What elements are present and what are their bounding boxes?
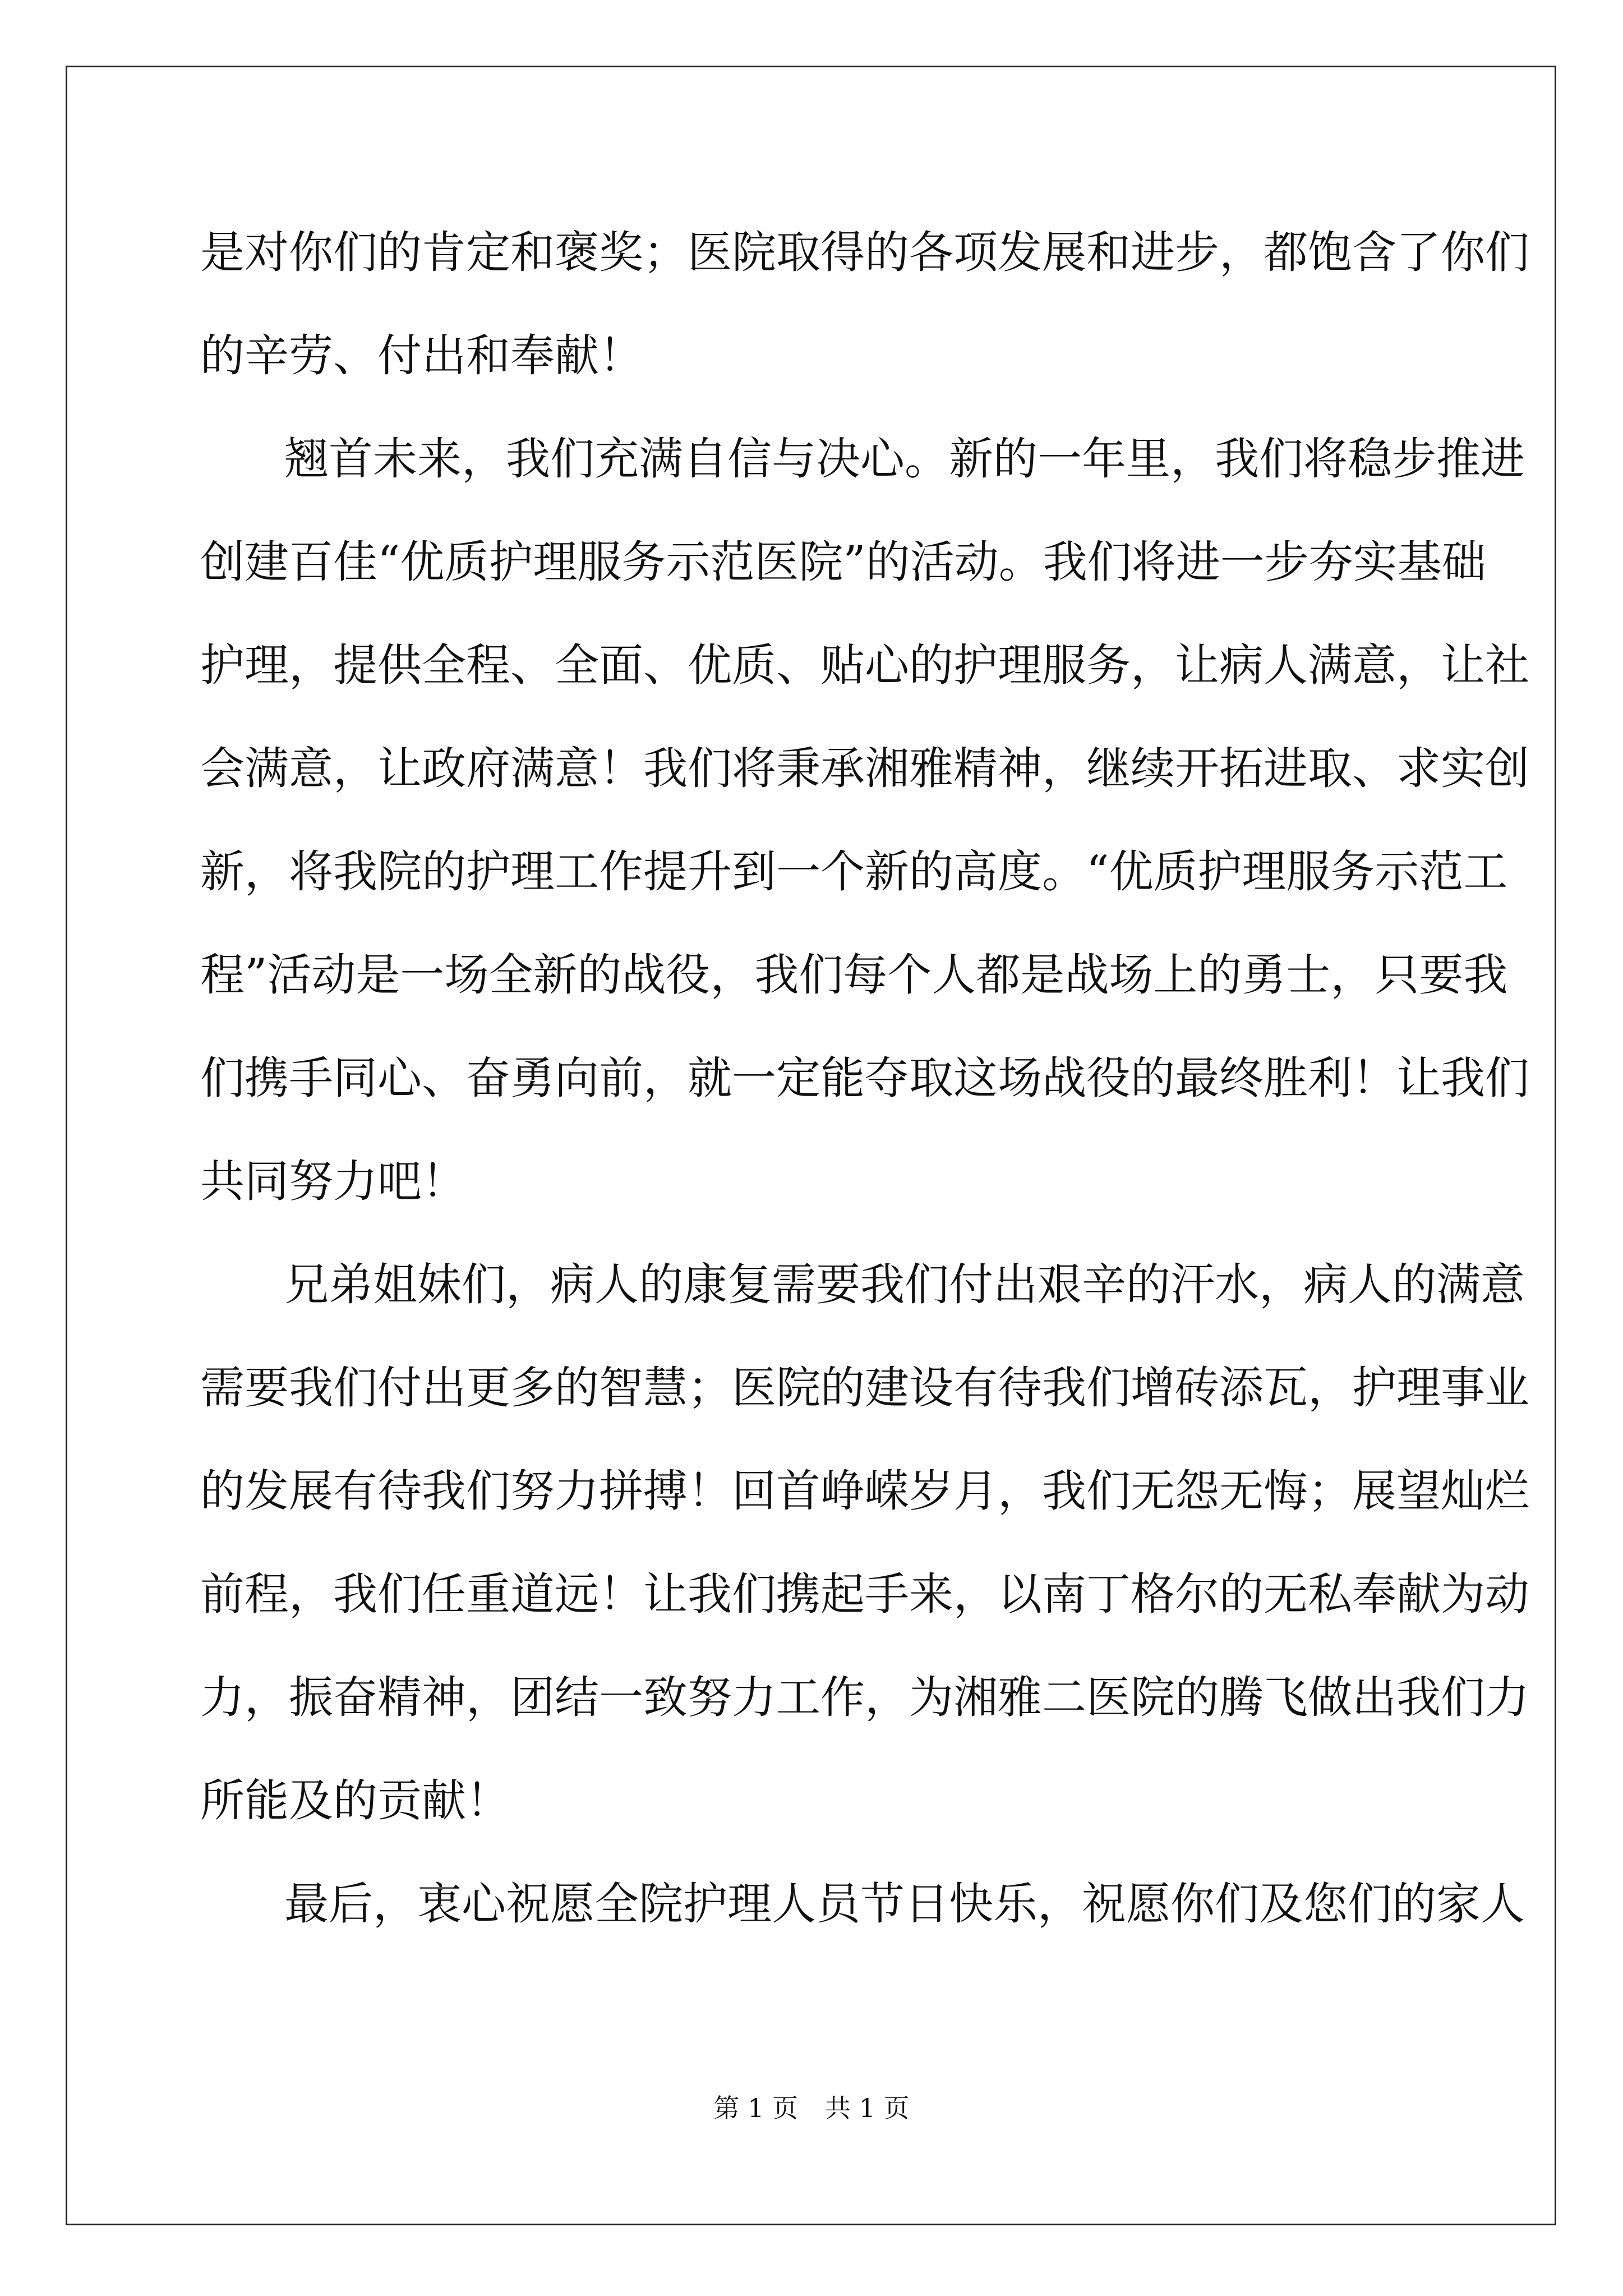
text-line: 新，将我院的护理工作提升到一个新的高度。“优质护理服务示范工 bbox=[200, 846, 1508, 898]
text-line: 翘首未来，我们充满自信与决心。新的一年里，我们将稳步推进 bbox=[284, 433, 1525, 485]
page-number-total: 共 1 页 bbox=[825, 2093, 910, 2123]
text-line: 们携手同心、奋勇向前，就一定能夺取这场战役的最终胜利！让我们 bbox=[200, 1052, 1529, 1104]
text-line: 会满意，让政府满意！我们将秉承湘雅精神，继续开拓进取、求实创 bbox=[200, 743, 1529, 794]
text-line: 创建百佳“优质护理服务示范医院”的活动。我们将进一步夯实基础 bbox=[200, 536, 1486, 588]
text-line: 是对你们的肯定和褒奖；医院取得的各项发展和进步，都饱含了你们 bbox=[200, 227, 1529, 278]
text-line: 兄弟姐妹们，病人的康复需要我们付出艰辛的汗水，病人的满意 bbox=[284, 1259, 1525, 1310]
text-line: 护理，提供全程、全面、优质、贴心的护理服务，让病人满意，让社 bbox=[200, 639, 1529, 691]
page-number-current: 第 1 页 bbox=[713, 2093, 798, 2123]
text-line: 所能及的贡献！ bbox=[200, 1775, 510, 1826]
text-line: 需要我们付出更多的智慧；医院的建设有待我们增砖添瓦，护理事业 bbox=[200, 1362, 1529, 1414]
text-line: 力，振奋精神，团结一致努力工作，为湘雅二医院的腾飞做出我们力 bbox=[200, 1672, 1529, 1723]
text-line: 的辛劳、付出和奉献！ bbox=[200, 330, 643, 381]
text-line: 共同努力吧！ bbox=[200, 1156, 466, 1207]
text-line: 的发展有待我们努力拼搏！回首峥嵘岁月，我们无怨无悔；展望灿烂 bbox=[200, 1465, 1529, 1517]
text-line: 前程，我们任重道远！让我们携起手来，以南丁格尔的无私奉献为动 bbox=[200, 1568, 1529, 1620]
document-body bbox=[200, 201, 1529, 1955]
text-line: 最后，衷心祝愿全院护理人员节日快乐，祝愿你们及您们的家人 bbox=[284, 1878, 1525, 1930]
page-footer bbox=[0, 2091, 1623, 2125]
text-line: 程”活动是一场全新的战役，我们每个人都是战场上的勇士，只要我 bbox=[200, 949, 1508, 1001]
